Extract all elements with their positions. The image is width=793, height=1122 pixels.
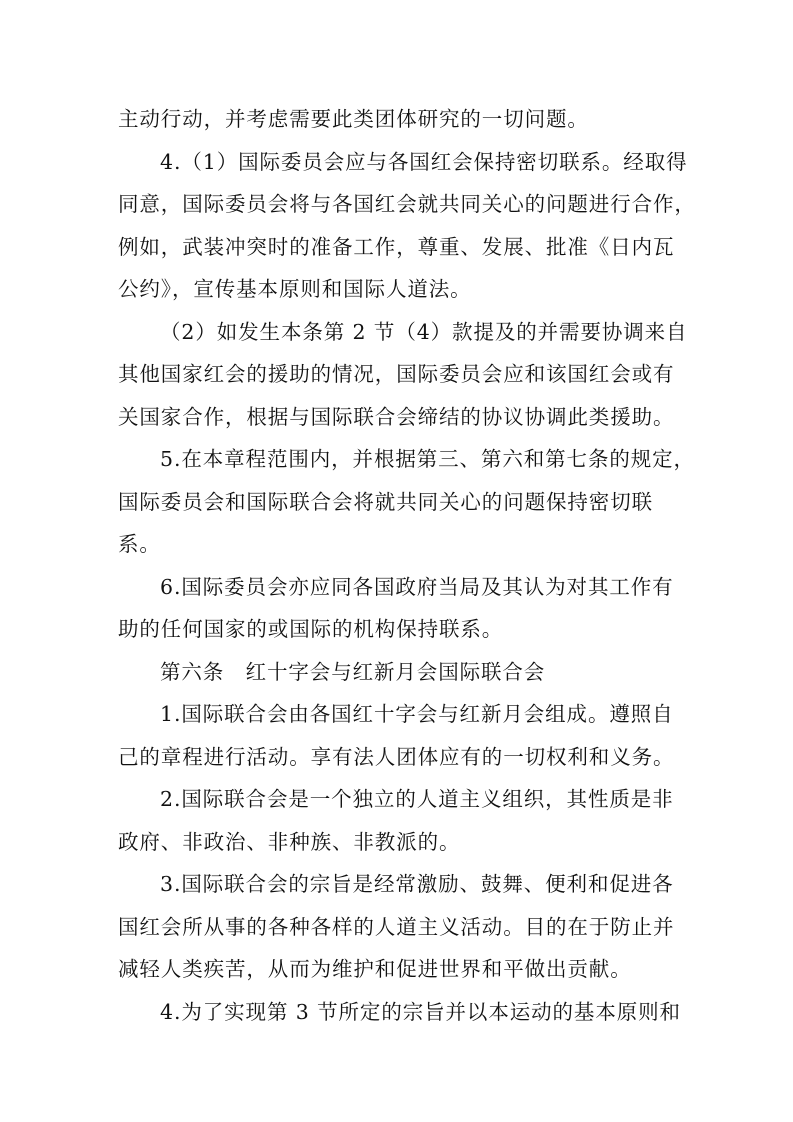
paragraph-line: 其他国家红会的援助的情况，国际委员会应和该国红会或有 bbox=[118, 362, 675, 386]
paragraph-line: 5.在本章程范围内，并根据第三、第六和第七条的规定， bbox=[160, 447, 695, 471]
paragraph-line: 系。 bbox=[118, 532, 161, 556]
paragraph-line: 同意，国际委员会将与各国红会就共同关心的问题进行合作， bbox=[118, 192, 696, 216]
paragraph-line: 公约》，宣传基本原则和国际人道法。 bbox=[118, 277, 472, 301]
paragraph-line: 例如，武装冲突时的准备工作，尊重、发展、批准《日内瓦 bbox=[118, 235, 675, 259]
paragraph-line: 3.国际联合会的宗旨是经常激励、鼓舞、便利和促进各 bbox=[160, 872, 674, 896]
paragraph-line: 1.国际联合会由各国红十字会与红新月会组成。遵照自 bbox=[160, 702, 674, 726]
paragraph-line: 助的任何国家的或国际的机构保持联系。 bbox=[118, 617, 504, 641]
article-heading: 第六条 红十字会与红新月会国际联合会 bbox=[160, 660, 546, 684]
paragraph-line: 4.（1）国际委员会应与各国红会保持密切联系。经取得 bbox=[160, 150, 688, 174]
paragraph-line: 主动行动，并考虑需要此类团体研究的一切问题。 bbox=[118, 107, 589, 131]
paragraph-line: 国红会所从事的各种各样的人道主义活动。目的在于防止并 bbox=[118, 915, 675, 939]
paragraph-line: 6.国际委员会亦应同各国政府当局及其认为对其工作有 bbox=[160, 575, 674, 599]
paragraph-line: 政府、非政治、非种族、非教派的。 bbox=[118, 830, 461, 854]
paragraph-line: 2.国际联合会是一个独立的人道主义组织，其性质是非 bbox=[160, 787, 674, 811]
paragraph-line: 减轻人类疾苦，从而为维护和促进世界和平做出贡献。 bbox=[118, 957, 632, 981]
paragraph-line: 4.为了实现第 3 节所定的宗旨并以本运动的基本原则和 bbox=[160, 1000, 681, 1024]
paragraph-line: 己的章程进行活动。享有法人团体应有的一切权利和义务。 bbox=[118, 745, 675, 769]
paragraph-line: 关国家合作，根据与国际联合会缔结的协议协调此类援助。 bbox=[118, 405, 675, 429]
paragraph-line: 国际委员会和国际联合会将就共同关心的问题保持密切联 bbox=[118, 490, 653, 514]
paragraph-line: （2）如发生本条第 2 节（4）款提及的并需要协调来自 bbox=[160, 320, 688, 344]
